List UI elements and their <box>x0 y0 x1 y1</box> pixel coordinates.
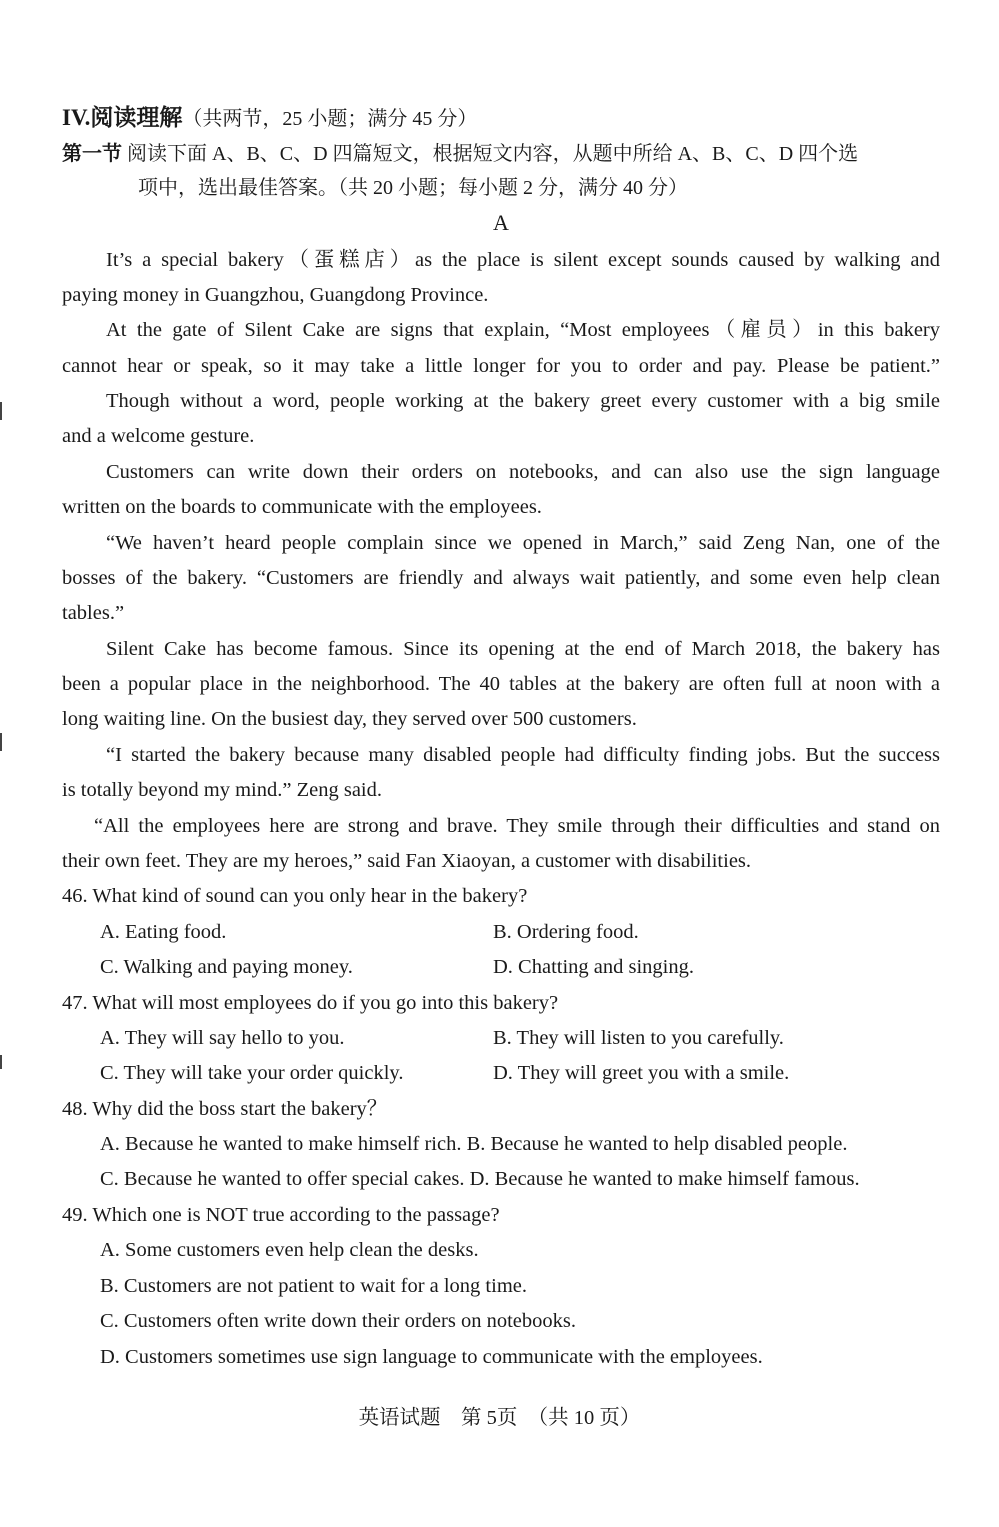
passage-line: and a welcome gesture. <box>62 425 255 447</box>
section-heading <box>62 106 477 131</box>
passage-line: long waiting line. On the busiest day, they served over 500 customers. <box>62 708 637 730</box>
binding-edge-mark <box>0 1055 6 1069</box>
passage-line: written on the boards to communicate with the employees. <box>62 496 542 518</box>
passage-line: cannot hear or speak, so it may take a little longer for you to order and pay. Please be patient.” <box>62 355 940 377</box>
passage-line: their own feet. They are my heroes,” said Fan Xiaoyan, a customer with disabilities. <box>62 850 752 872</box>
passage-line: “I started the bakery because many disabled people had difficulty finding jobs. But the success <box>106 744 940 766</box>
option-46-b[interactable]: B. Ordering food. <box>493 921 639 943</box>
option-49-b[interactable]: B. Customers are not patient to wait for a long time. <box>100 1275 527 1297</box>
option-row-48-1 <box>100 1132 847 1156</box>
instruction-line-2: 项中，选出最佳答案。（共 20 小题；每小题 2 分，满分 40 分） <box>138 177 688 199</box>
section-title: IV.阅读理解 <box>62 105 183 130</box>
option-47-d[interactable]: D. They will greet you with a smile. <box>493 1062 790 1084</box>
option-49-c[interactable]: C. Customers often write down their orders on notebooks. <box>100 1310 576 1332</box>
passage-line: It’s a special bakery（蛋糕店）as the place is silent except sounds caused by walking and <box>106 249 940 271</box>
question-stem-49: 49. Which one is NOT true according to the passage? <box>62 1204 500 1226</box>
part-instruction <box>62 142 858 166</box>
part-label: 第一节 <box>62 143 122 165</box>
option-48-d[interactable]: D. Because he wanted to make himself famous. <box>469 1168 860 1190</box>
option-49-a[interactable]: A. Some customers even help clean the desks. <box>100 1239 479 1261</box>
passage-line: Silent Cake has become famous. Since its opening at the end of March 2018, the bakery has <box>106 638 940 660</box>
option-46-a[interactable]: A. Eating food. <box>100 921 227 943</box>
instruction-line-1: 阅读下面 A、B、C、D 四篇短文，根据短文内容，从题中所给 A、B、C、D 四个选 <box>127 143 859 165</box>
option-47-b[interactable]: B. They will listen to you carefully. <box>493 1027 784 1049</box>
question-stem-48: 48. Why did the boss start the bakery？ <box>62 1098 388 1120</box>
passage-line: Though without a word, people working at the bakery greet every customer with a big smile <box>106 390 940 412</box>
section-note: （共两节，25 小题；满分 45 分） <box>182 108 478 130</box>
passage-letter: A <box>493 210 509 235</box>
option-47-a[interactable]: A. They will say hello to you. <box>100 1027 345 1049</box>
page-footer: 英语试题 第 5页 （共 10 页） <box>358 1407 641 1429</box>
option-46-d[interactable]: D. Chatting and singing. <box>493 956 695 978</box>
question-stem-46: 46. What kind of sound can you only hear in the bakery? <box>62 885 528 907</box>
passage-line: “We haven’t heard people complain since we opened in March,” said Zeng Nan, one of the <box>106 532 940 554</box>
option-46-c[interactable]: C. Walking and paying money. <box>100 956 353 978</box>
passage-line: “All the employees here are strong and brave. They smile through their difficulties and stand on <box>94 815 940 837</box>
passage-line: bosses of the bakery. “Customers are friendly and always wait patiently, and some even help clean <box>62 567 940 589</box>
passage-line: is totally beyond my mind.” Zeng said. <box>62 779 382 801</box>
option-48-c[interactable]: C. Because he wanted to offer special cakes. <box>100 1168 465 1190</box>
passage-line: tables.” <box>62 602 125 624</box>
binding-edge-mark <box>0 402 6 420</box>
option-row-48-2 <box>100 1167 860 1191</box>
passage-line: been a popular place in the neighborhood. The 40 tables at the bakery are often full at noon with a <box>62 673 940 695</box>
passage-line: Customers can write down their orders on notebooks, and can also use the sign language <box>106 461 940 483</box>
passage-line: paying money in Guangzhou, Guangdong Province. <box>62 284 489 306</box>
question-stem-47: 47. What will most employees do if you go into this bakery? <box>62 992 559 1014</box>
option-48-b[interactable]: B. Because he wanted to help disabled people. <box>466 1133 848 1155</box>
option-48-a[interactable]: A. Because he wanted to make himself rich. <box>100 1133 462 1155</box>
binding-edge-mark <box>0 733 6 751</box>
option-47-c[interactable]: C. They will take your order quickly. <box>100 1062 404 1084</box>
passage-line: At the gate of Silent Cake are signs that explain, “Most employees（雇员）in this bakery <box>106 319 940 341</box>
option-49-d[interactable]: D. Customers sometimes use sign language to communicate with the employees. <box>100 1346 763 1368</box>
